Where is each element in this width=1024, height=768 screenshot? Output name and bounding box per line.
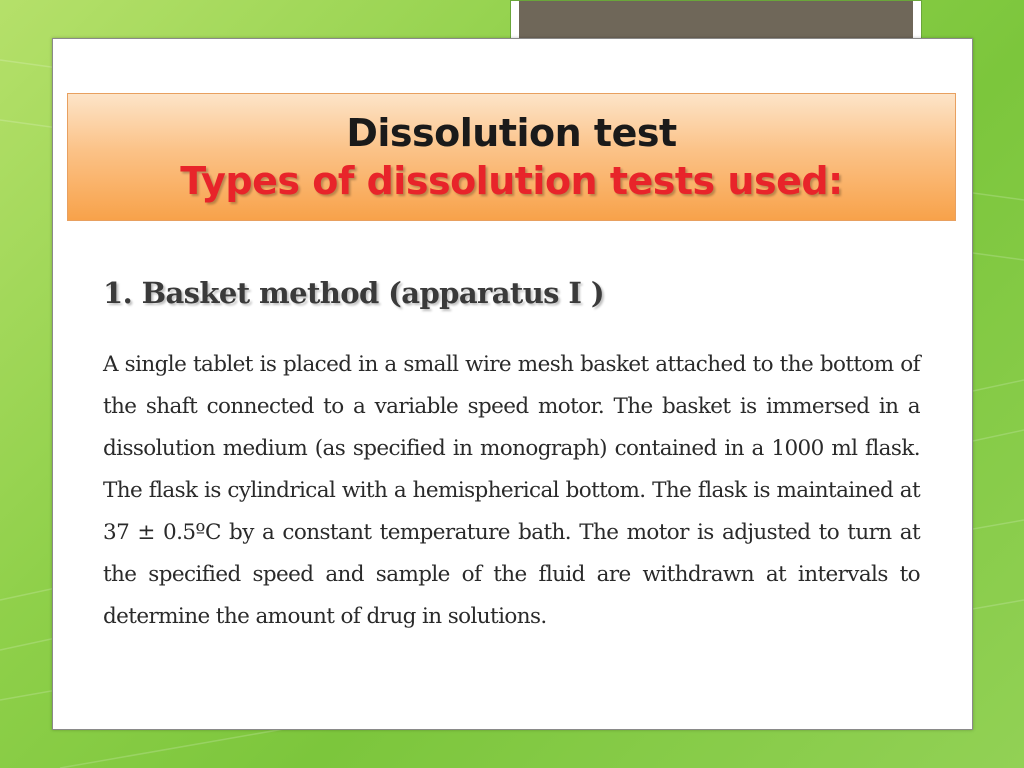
slide-subtitle: Types of dissolution tests used: — [180, 159, 843, 203]
slide-title: Dissolution test — [346, 111, 677, 155]
body-paragraph: A single tablet is placed in a small wire mesh basket attached to the bottom of the shaft connected to a variable speed motor. The basket is immersed in a dissolution medium (as specified in monograph) contained in a 1000 ml flask. The flask is cylindrical with a hemispherical bottom. The flask is maintained at 37 ± 0.5ºC by a constant temperature bath. The motor is adjusted to turn at the specified speed and sample of the fluid are withdrawn at intervals to determine the amount of drug in solutions. — [103, 352, 920, 629]
title-bar — [67, 93, 956, 221]
section-heading: 1. Basket method (apparatus I ) — [103, 276, 604, 310]
